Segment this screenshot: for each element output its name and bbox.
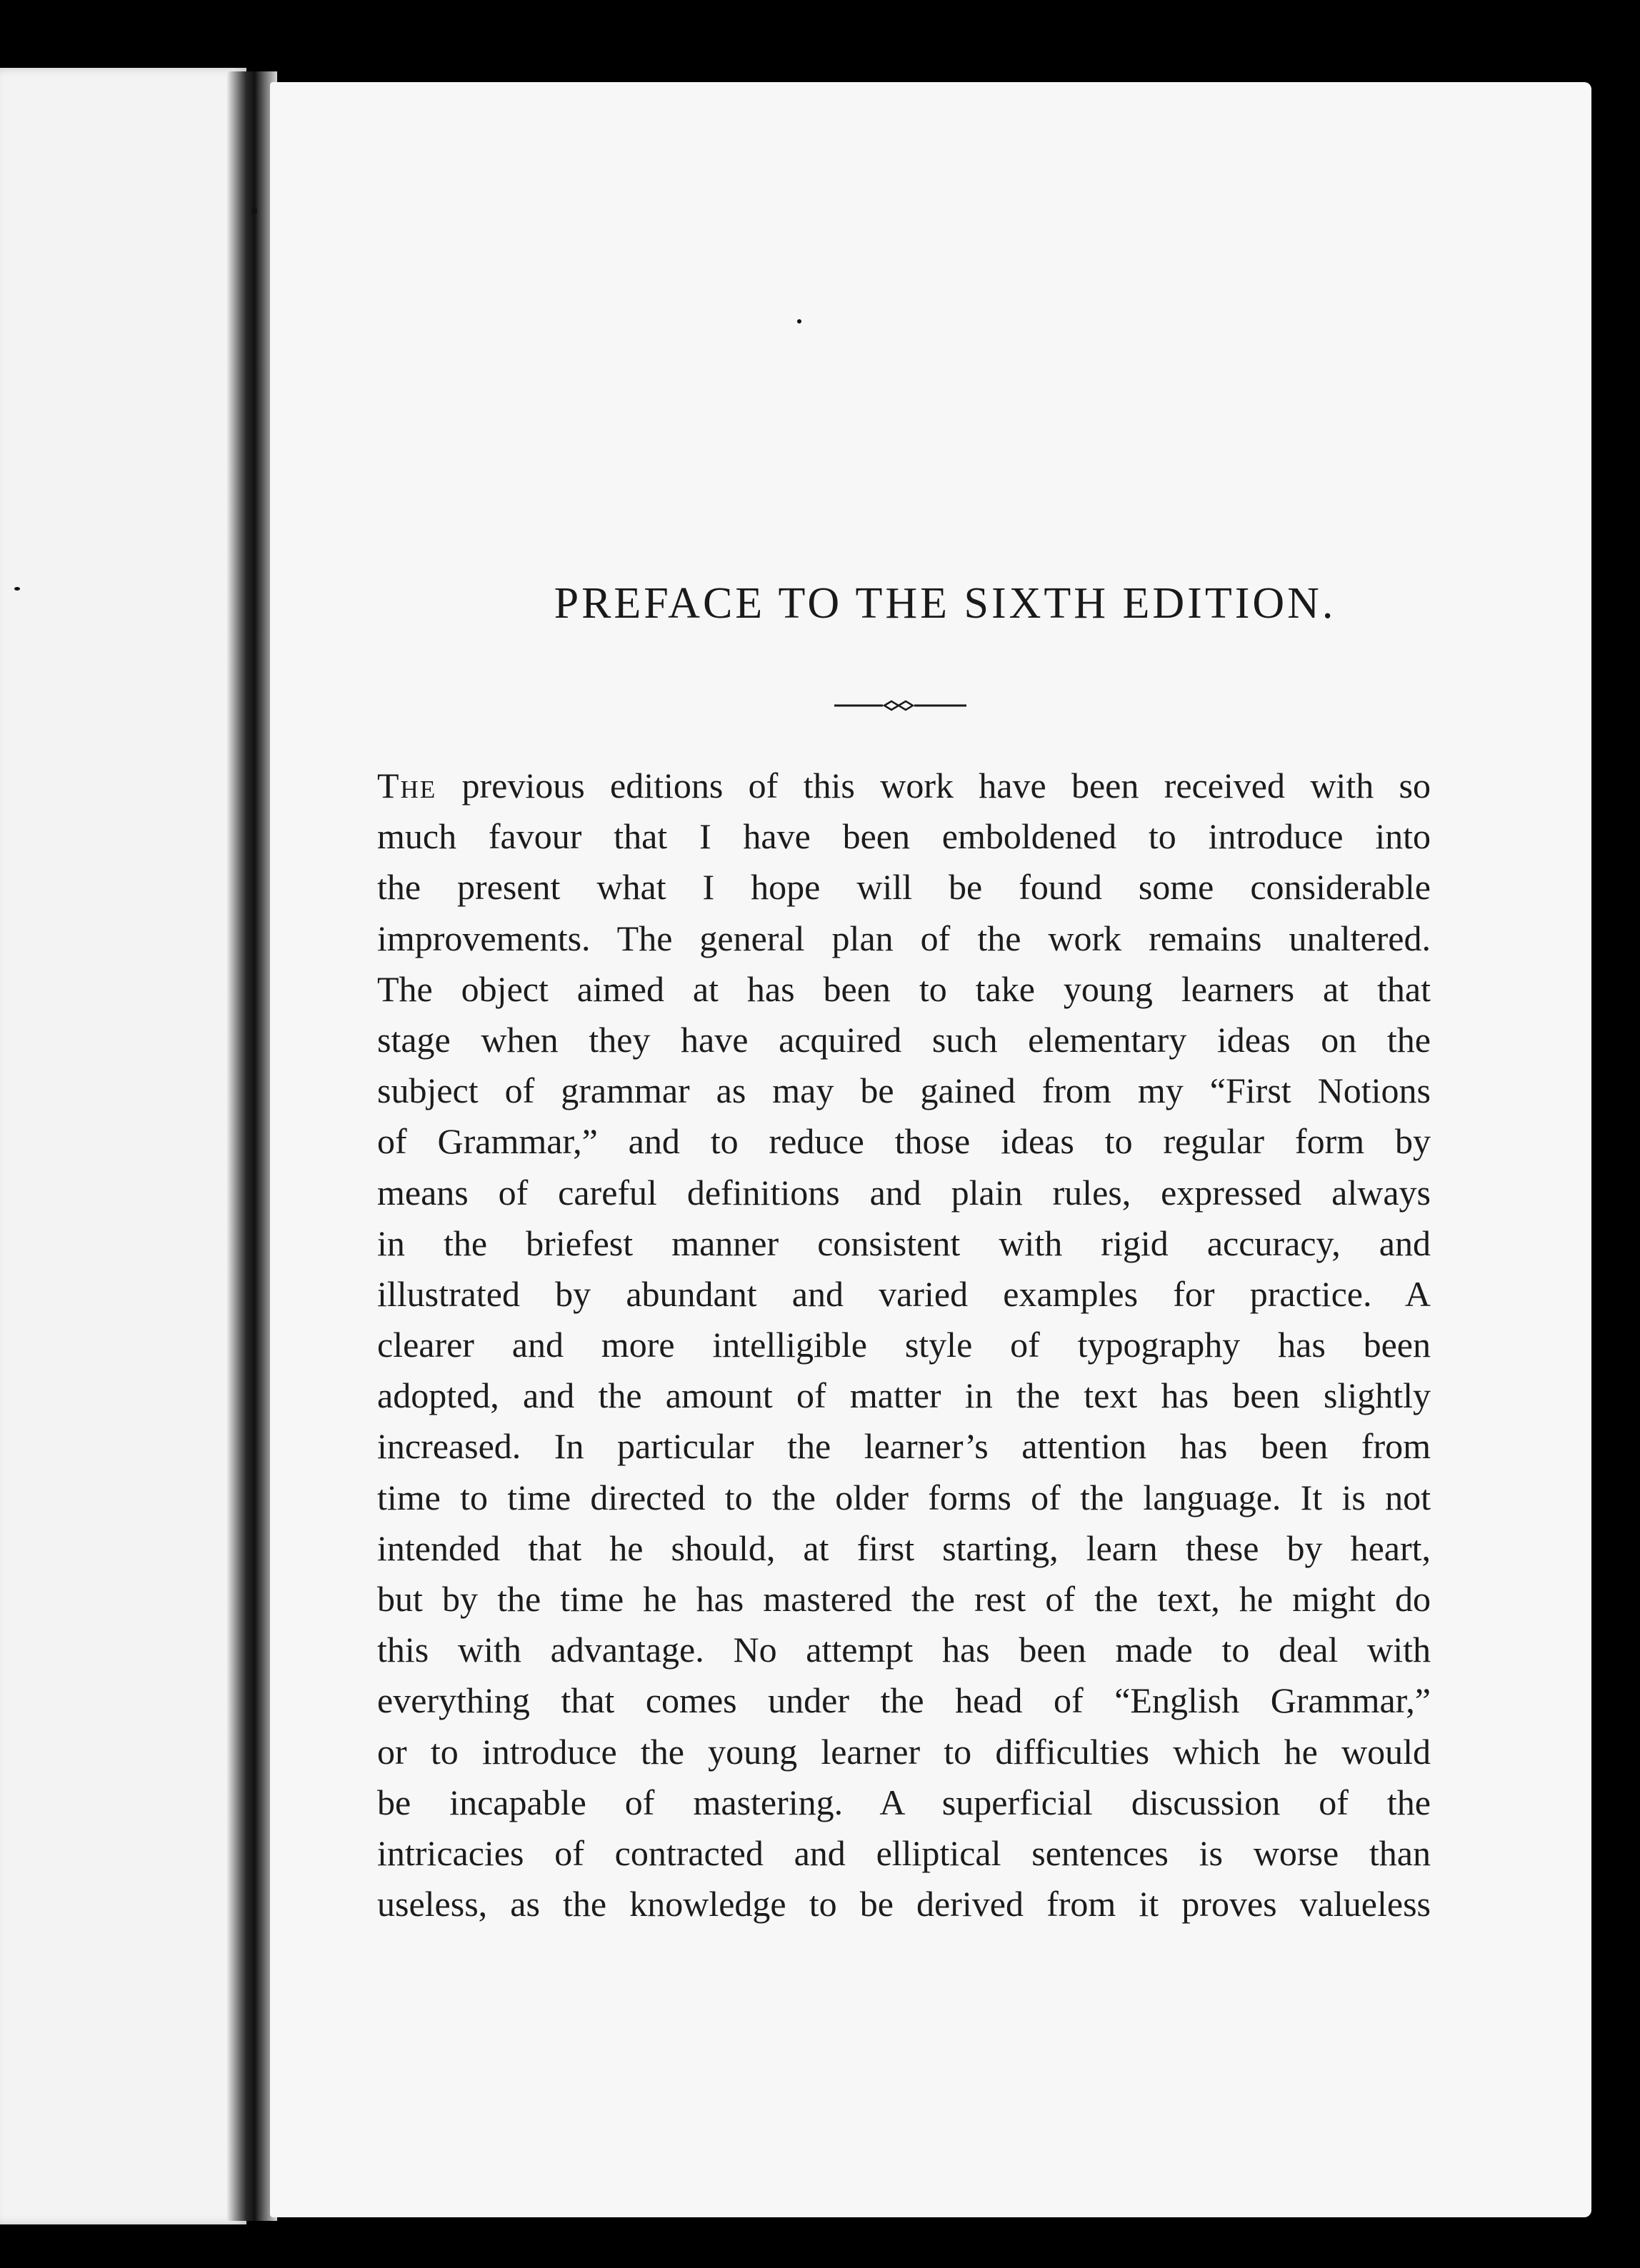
- text-line-2: much favour that I have been emboldened to introduce into: [377, 816, 1431, 857]
- text-line-18: this with advantage. No attempt has been made to deal with: [377, 1630, 1431, 1670]
- text-line-11: illustrated by abundant and varied examples for practice. A: [377, 1273, 1431, 1314]
- text-line-19: everything that comes under the head of “English Grammar,”: [377, 1680, 1431, 1721]
- text-line-21: be incapable of mastering. A superficial discussion of the: [377, 1782, 1431, 1822]
- text-line-23: useless, as the knowledge to be derived from it proves valueless: [377, 1884, 1431, 1925]
- text-line-10: in the briefest manner consistent with rigid accuracy, and: [377, 1223, 1431, 1263]
- text-line-15: time to time directed to the older forms of the language. It is not: [377, 1477, 1431, 1517]
- left-page-speck: [14, 587, 20, 591]
- page-title: PREFACE TO THE SIXTH EDITION.: [554, 579, 1336, 628]
- text-line-1-rest: previous editions of this work have been received with so: [436, 766, 1431, 806]
- text-line-13: adopted, and the amount of matter in the text has been slightly: [377, 1375, 1431, 1416]
- text-line-14: increased. In particular the learner’s attention has been from: [377, 1426, 1431, 1467]
- text-line-1: [377, 761, 1431, 811]
- text-line-3: the present what I hope will be found some considerable: [377, 867, 1431, 908]
- text-line-16: intended that he should, at first starting, learn these by heart,: [377, 1527, 1431, 1568]
- text-line-12: clearer and more intelligible style of typography has been: [377, 1325, 1431, 1365]
- text-line-9: means of careful definitions and plain rules, expressed always: [377, 1172, 1431, 1213]
- lead-word: The: [377, 766, 437, 806]
- rule-ornament-icon: [834, 695, 966, 716]
- page-speck: [797, 319, 801, 323]
- preface-body: [377, 761, 1431, 1930]
- text-line-22: intricacies of contracted and elliptical sentences is worse than: [377, 1832, 1431, 1873]
- text-line-7: subject of grammar as may be gained from my “First Notions: [377, 1070, 1431, 1111]
- text-line-4: improvements. The general plan of the work remains unaltered.: [377, 918, 1431, 958]
- text-line-5: The object aimed at has been to take young learners at that: [377, 968, 1431, 1009]
- text-line-6: stage when they have acquired such elementary ideas on the: [377, 1019, 1431, 1060]
- text-line-8: of Grammar,” and to reduce those ideas to regular form by: [377, 1121, 1431, 1162]
- text-line-20: or to introduce the young learner to difficulties which he would: [377, 1731, 1431, 1772]
- left-page-speck: [251, 207, 257, 214]
- left-page-blank: [0, 68, 246, 2224]
- right-page: [270, 82, 1591, 2217]
- text-line-17: but by the time he has mastered the rest of the text, he might do: [377, 1579, 1431, 1619]
